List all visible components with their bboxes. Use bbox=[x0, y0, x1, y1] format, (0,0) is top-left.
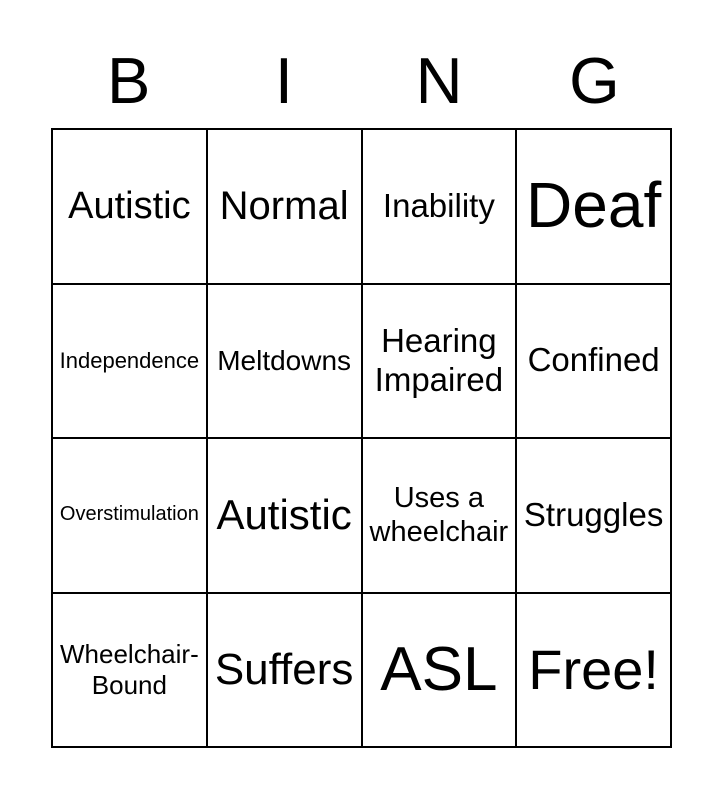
bingo-cell-label: Struggles bbox=[523, 495, 664, 533]
bingo-cell[interactable] bbox=[207, 284, 362, 439]
bingo-cell[interactable] bbox=[52, 438, 207, 593]
header-letter-b: B bbox=[106, 44, 151, 117]
bingo-cell[interactable] bbox=[52, 129, 207, 284]
bingo-cell[interactable] bbox=[207, 593, 362, 748]
bingo-cell[interactable] bbox=[207, 129, 362, 284]
bingo-cell[interactable] bbox=[362, 438, 517, 593]
bingo-header bbox=[51, 44, 672, 117]
bingo-cell-label: Suffers bbox=[214, 644, 354, 694]
bingo-cell-label: Hearing Impaired bbox=[374, 321, 504, 398]
bingo-cell-label: Confined bbox=[527, 341, 660, 379]
bingo-cell[interactable] bbox=[516, 284, 671, 439]
bingo-cell-label: Independence bbox=[59, 347, 200, 373]
bingo-cell-label: Deaf bbox=[526, 169, 662, 242]
bingo-cell[interactable] bbox=[362, 593, 517, 748]
bingo-cell-label: Uses a wheelchair bbox=[369, 482, 509, 549]
bingo-cell[interactable] bbox=[52, 593, 207, 748]
bingo-cell-label: Normal bbox=[219, 183, 349, 228]
header-letter-g: G bbox=[569, 44, 620, 117]
bingo-cell-label: Inability bbox=[382, 186, 495, 224]
bingo-cell[interactable] bbox=[516, 129, 671, 284]
bingo-cell[interactable] bbox=[52, 284, 207, 439]
header-letter-i: I bbox=[274, 44, 293, 117]
bingo-cell-label: Overstimulation bbox=[59, 503, 199, 526]
bingo-grid bbox=[51, 128, 672, 748]
bingo-cell-label: Free! bbox=[528, 637, 659, 701]
bingo-cell[interactable] bbox=[362, 129, 517, 284]
bingo-cell-label: Wheelchair-Bound bbox=[60, 639, 199, 700]
header-letter-n: N bbox=[415, 44, 463, 117]
bingo-cell[interactable] bbox=[207, 438, 362, 593]
bingo-cell-label: Autistic bbox=[216, 491, 352, 539]
bingo-cell-label: ASL bbox=[380, 635, 498, 705]
bingo-cell[interactable] bbox=[516, 438, 671, 593]
bingo-cell[interactable] bbox=[362, 284, 517, 439]
bingo-cell[interactable] bbox=[516, 593, 671, 748]
bingo-cell-label: Autistic bbox=[68, 184, 191, 227]
bingo-cell-label: Meltdowns bbox=[217, 345, 352, 377]
